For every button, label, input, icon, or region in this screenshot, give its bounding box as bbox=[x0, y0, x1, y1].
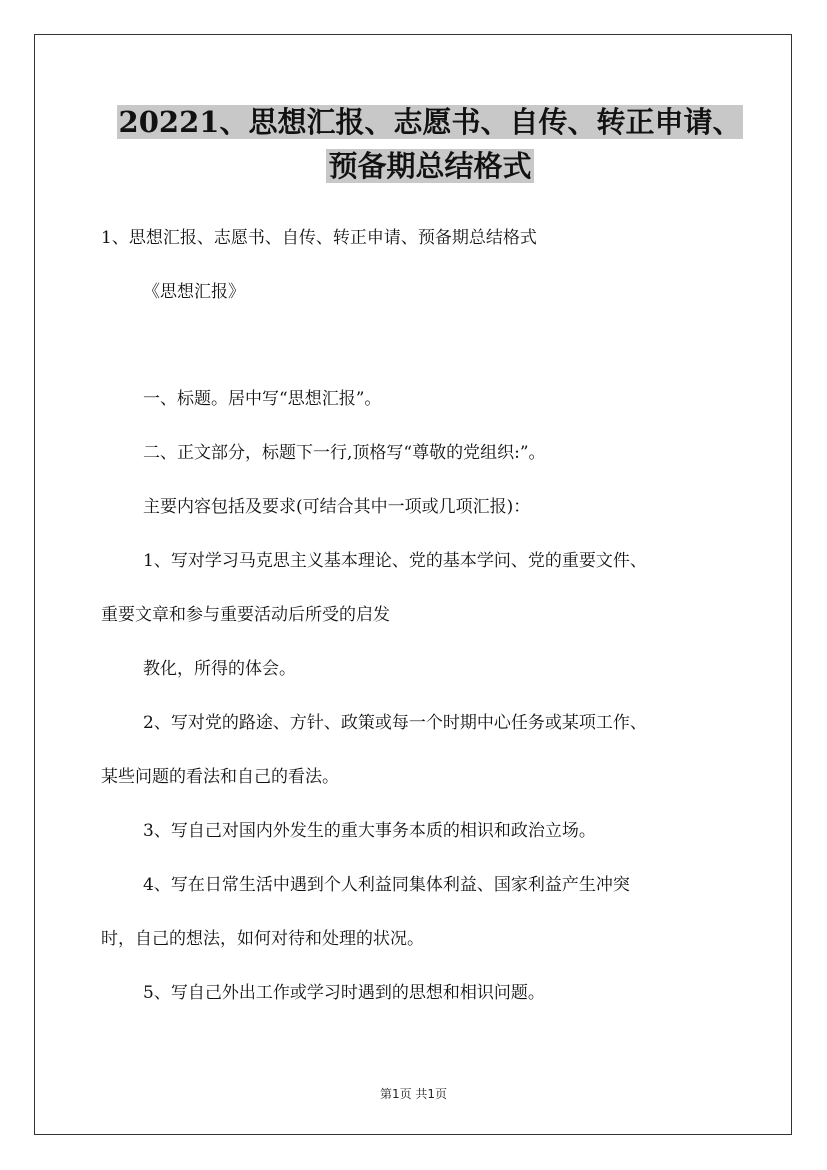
paragraph-point-1-line-2: 重要文章和参与重要活动后所受的启发 bbox=[101, 605, 390, 625]
paragraph-point-1-line-1: 1、写对学习马克思主义基本理论、党的基本学问、党的重要文件、 bbox=[143, 551, 647, 571]
paragraph-item-2: 二、正文部分，标题下一行,顶格写“尊敬的党组织:”。 bbox=[143, 443, 546, 463]
title-highlight-1: 20221、思想汇报、志愿书、自传、转正申请、 bbox=[118, 105, 742, 139]
paragraph-heading: 1、思想汇报、志愿书、自传、转正申请、预备期总结格式 bbox=[101, 228, 537, 248]
paragraph-item-1: 一、标题。居中写“思想汇报”。 bbox=[143, 389, 382, 409]
document-title-line-1 bbox=[100, 101, 760, 143]
paragraph-point-2-line-1: 2、写对党的路途、方针、政策或每一个时期中心任务或某项工作、 bbox=[143, 713, 647, 733]
page-footer: 第1页 共1页 bbox=[379, 1087, 448, 1101]
title-highlight-2: 预备期总结格式 bbox=[328, 149, 532, 183]
paragraph-point-1-line-3: 教化，所得的体会。 bbox=[143, 659, 296, 679]
paragraph-requirements: 主要内容包括及要求(可结合其中一项或几项汇报)： bbox=[143, 497, 531, 517]
document-title-line-2 bbox=[100, 145, 760, 187]
paragraph-point-4-line-1: 4、写在日常生活中遇到个人利益同集体利益、国家利益产生冲突 bbox=[143, 875, 630, 895]
page-border bbox=[34, 34, 792, 1135]
paragraph-point-3: 3、写自己对国内外发生的重大事务本质的相识和政治立场。 bbox=[143, 821, 596, 841]
paragraph-section-title: 《思想汇报》 bbox=[143, 282, 245, 302]
paragraph-point-2-line-2: 某些问题的看法和自己的看法。 bbox=[101, 767, 339, 787]
paragraph-point-4-line-2: 时，自己的想法，如何对待和处理的状况。 bbox=[101, 929, 424, 949]
paragraph-point-5: 5、写自己外出工作或学习时遇到的思想和相识问题。 bbox=[143, 983, 545, 1003]
